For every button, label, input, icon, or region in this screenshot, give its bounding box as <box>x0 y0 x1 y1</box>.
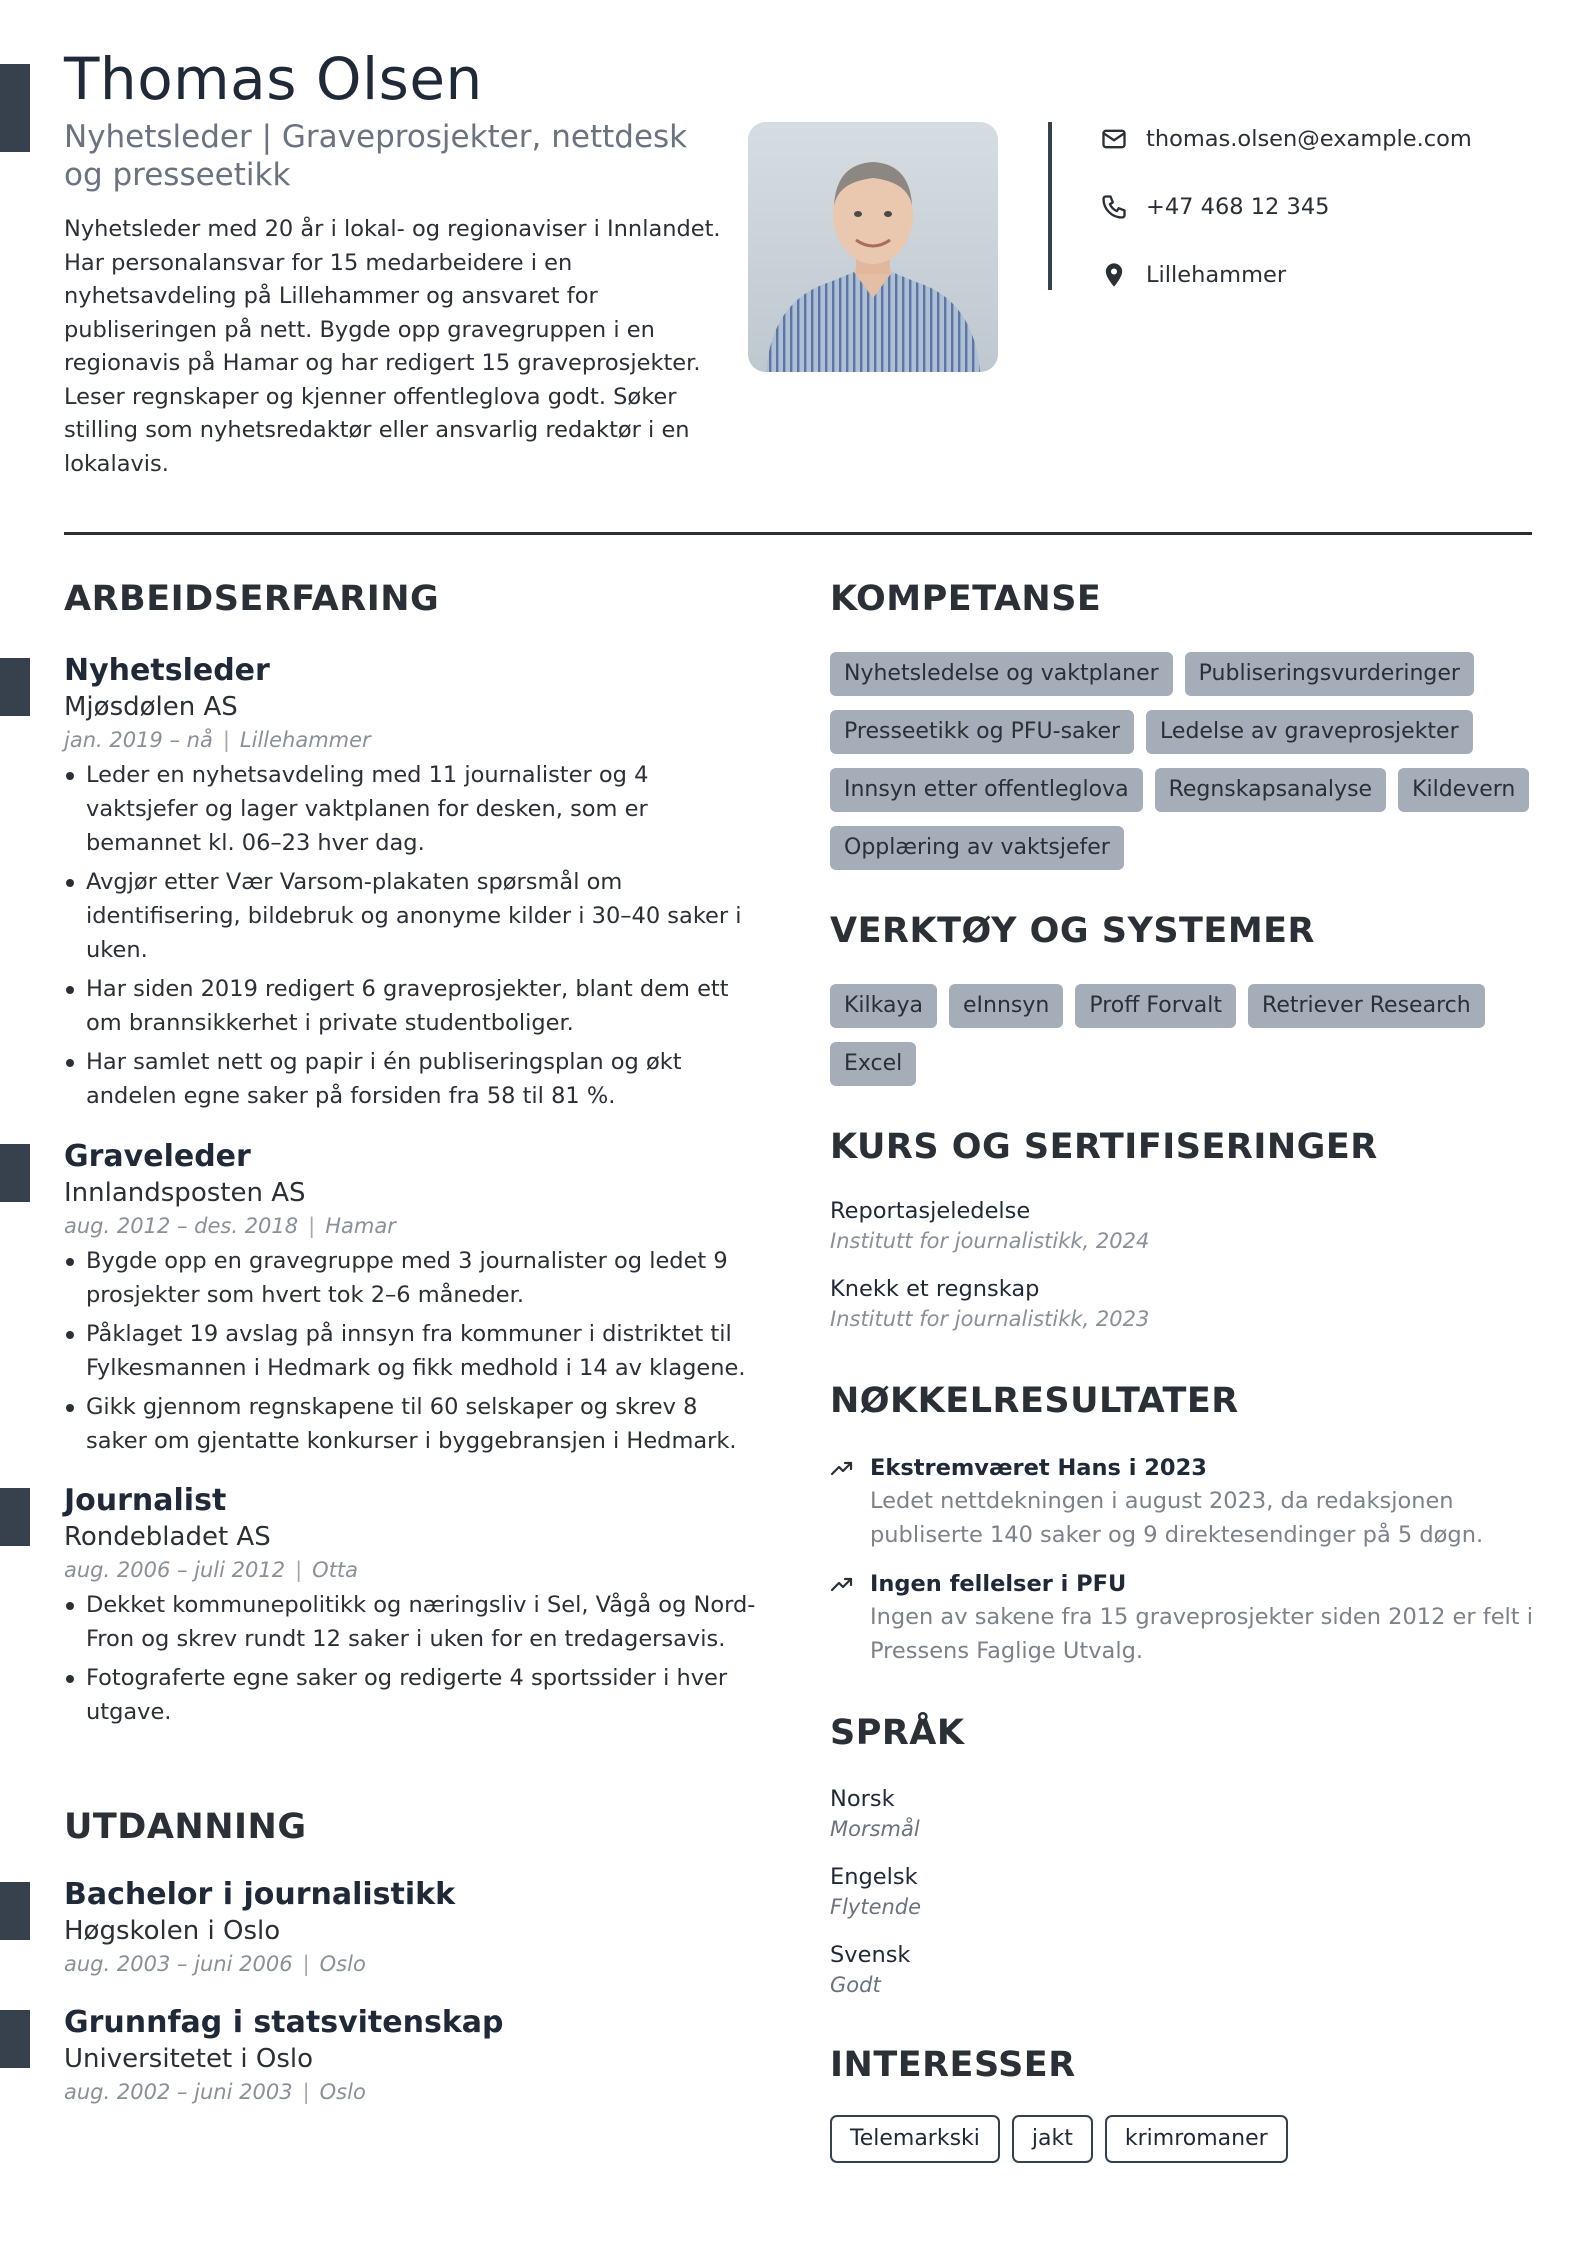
contact-email-text: thomas.olsen@example.com <box>1146 126 1472 152</box>
phone-icon <box>1100 193 1128 221</box>
contact-location <box>1100 258 1286 292</box>
header-accent-bar <box>0 64 30 152</box>
contact-phone-text: +47 468 12 345 <box>1146 194 1330 220</box>
tools-tags <box>830 984 1550 1086</box>
contact-location-text: Lillehammer <box>1146 262 1287 288</box>
job-company: Mjøsdølen AS <box>64 692 238 722</box>
language-name: Engelsk <box>830 1864 918 1890</box>
language-level: Godt <box>830 1973 881 1997</box>
education-school: Universitetet i Oslo <box>64 2044 314 2074</box>
job-bullets <box>64 758 764 1113</box>
job-bullet: Bygde opp en gravegruppe med 3 journalister og ledet 9 prosjekter som hvert tok 2–6 måneder. <box>64 1244 764 1312</box>
skill-tag: Regnskapsanalyse <box>1155 768 1387 812</box>
job-bullets <box>64 1244 764 1458</box>
job-bullets <box>64 1588 764 1729</box>
result-title: Ingen fellelser i PFU <box>870 1571 1127 1597</box>
education-entry <box>64 1876 764 1980</box>
map-pin-icon <box>1100 261 1128 289</box>
tool-tag: Proff Forvalt <box>1075 984 1236 1028</box>
skill-tag: Ledelse av graveprosjekter <box>1146 710 1473 754</box>
job-bullet: Har siden 2019 redigert 6 graveprosjekter, blant dem ett om brannsikkerhet i private studentboliger. <box>64 972 764 1040</box>
education-meta: aug. 2003 – juni 2006 | Oslo <box>64 1952 366 1976</box>
job-title: Nyhetsleder <box>64 653 270 688</box>
skill-tag: Presseetikk og PFU-saker <box>830 710 1134 754</box>
language-name: Svensk <box>830 1942 911 1968</box>
contact-phone[interactable] <box>1100 190 1329 224</box>
job-meta: aug. 2012 – des. 2018 | Hamar <box>64 1214 396 1238</box>
course-entry <box>830 1274 1530 1334</box>
header-divider <box>64 532 1532 535</box>
language-level: Morsmål <box>830 1817 920 1841</box>
profile-summary: Nyhetsleder med 20 år i lokal- og regionaviser i Innlandet. Har personalansvar for 15 medarbeidere i en nyhetsavdeling på Lillehammer og ansvaret for publiseringen på nett. Bygde opp gravegruppen i en regionavis på Hamar og har redigert 15 graveprosjekter. Leser regnskaper og kjenner offentleglova godt. Søker stilling som nyhetsredaktør eller ansvarlig redaktør i en lokalavis. <box>64 216 721 477</box>
result-text: Ingen av sakene fra 15 graveprosjekter siden 2012 er felt i Pressens Faglige Utvalg. <box>870 1604 1534 1664</box>
job-accent-bar <box>0 1488 30 1546</box>
language-name: Norsk <box>830 1786 895 1812</box>
skill-tag: Nyhetsledelse og vaktplaner <box>830 652 1173 696</box>
job-accent-bar <box>0 658 30 716</box>
education-period: aug. 2002 – juni 2003 <box>64 2080 293 2104</box>
skill-tag: Kildevern <box>1398 768 1529 812</box>
course-name: Knekk et regnskap <box>830 1276 1040 1302</box>
profile-photo <box>748 122 998 372</box>
job-meta: aug. 2006 – juli 2012 | Otta <box>64 1558 359 1582</box>
candidate-name: Thomas Olsen <box>64 45 483 113</box>
language-entry <box>830 1862 921 1922</box>
education-degree: Bachelor i journalistikk <box>64 1877 456 1912</box>
education-entry <box>64 2004 764 2108</box>
education-meta: aug. 2002 – juni 2003 | Oslo <box>64 2080 366 2104</box>
job-meta: jan. 2019 – nå | Lillehammer <box>64 728 371 752</box>
interest-tag: krimromaner <box>1105 2115 1288 2163</box>
section-title-languages: SPRÅK <box>830 1713 965 1753</box>
course-entry <box>830 1196 1530 1256</box>
job-location: Otta <box>312 1558 359 1582</box>
language-entry <box>830 1784 920 1844</box>
contact-email[interactable] <box>1100 122 1472 156</box>
section-title-courses: KURS OG SERTIFISERINGER <box>830 1127 1378 1167</box>
job-bullet: Har samlet nett og papir i én publiseringsplan og økt andelen egne saker på forsiden fra 58 til 81 %. <box>64 1045 764 1113</box>
section-title-education: UTDANNING <box>64 1807 307 1847</box>
section-title-experience: ARBEIDSERFARING <box>64 579 440 619</box>
job-company: Rondebladet AS <box>64 1522 271 1552</box>
job-period: jan. 2019 – nå <box>64 728 213 752</box>
section-title-results: NØKKELRESULTATER <box>830 1381 1239 1421</box>
section-title-tools: VERKTØY OG SYSTEMER <box>830 911 1316 951</box>
trending-up-icon <box>830 1572 854 1596</box>
result-entry <box>830 1568 1550 1668</box>
tool-tag: Excel <box>830 1042 916 1086</box>
interests-list <box>830 2115 1288 2163</box>
result-entry <box>830 1452 1550 1552</box>
job-title: Journalist <box>64 1483 227 1518</box>
skills-tags <box>830 652 1550 870</box>
job-bullet: Påklaget 19 avslag på innsyn fra kommuner i distriktet til Fylkesmannen i Hedmark og fikk medhold i 14 av klagene. <box>64 1317 764 1385</box>
job-period: aug. 2006 – juli 2012 <box>64 1558 286 1582</box>
trending-up-icon <box>830 1456 854 1480</box>
job-accent-bar <box>0 1144 30 1202</box>
course-meta: Institutt for journalistikk, 2023 <box>830 1307 1150 1331</box>
candidate-headline: Nyhetsleder | Graveprosjekter, nettdesk og presseetikk <box>64 119 688 193</box>
result-title: Ekstremværet Hans i 2023 <box>870 1455 1207 1481</box>
language-entry <box>830 1940 910 2000</box>
education-accent-bar <box>0 2010 30 2068</box>
job-entry <box>64 1482 764 1734</box>
education-location: Oslo <box>319 1952 366 1976</box>
envelope-icon <box>1100 125 1128 153</box>
job-bullet: Gikk gjennom regnskapene til 60 selskaper og skrev 8 saker om gjentatte konkurser i byggebransjen i Hedmark. <box>64 1390 764 1458</box>
job-bullet: Dekket kommunepolitikk og næringsliv i Sel, Vågå og Nord-Fron og skrev rundt 12 saker i uken for en tredagersavis. <box>64 1588 764 1656</box>
education-degree: Grunnfag i statsvitenskap <box>64 2005 504 2040</box>
skill-tag: Opplæring av vaktsjefer <box>830 826 1124 870</box>
course-name: Reportasjeledelse <box>830 1198 1031 1224</box>
section-title-interests: INTERESSER <box>830 2045 1076 2085</box>
education-location: Oslo <box>319 2080 366 2104</box>
job-entry <box>64 1138 764 1463</box>
job-location: Hamar <box>325 1214 396 1238</box>
job-bullet: Fotograferte egne saker og redigerte 4 sportssider i hver utgave. <box>64 1661 764 1729</box>
skill-tag: Publiseringsvurderinger <box>1185 652 1474 696</box>
course-meta: Institutt for journalistikk, 2024 <box>830 1229 1150 1253</box>
education-period: aug. 2003 – juni 2006 <box>64 1952 293 1976</box>
interest-tag: Telemarkski <box>830 2115 1000 2163</box>
tool-tag: Kilkaya <box>830 984 937 1028</box>
job-entry <box>64 652 764 1118</box>
education-accent-bar <box>0 1882 30 1940</box>
interest-tag: jakt <box>1012 2115 1093 2163</box>
result-text: Ledet nettdekningen i august 2023, da redaksjonen publiserte 140 saker og 9 direktesendinger på 5 døgn. <box>870 1488 1484 1548</box>
tool-tag: eInnsyn <box>949 984 1063 1028</box>
section-title-skills: KOMPETANSE <box>830 579 1102 619</box>
contact-divider <box>1048 122 1052 290</box>
skill-tag: Innsyn etter offentleglova <box>830 768 1143 812</box>
job-company: Innlandsposten AS <box>64 1178 306 1208</box>
education-school: Høgskolen i Oslo <box>64 1916 281 1946</box>
language-level: Flytende <box>830 1895 922 1919</box>
job-title: Graveleder <box>64 1139 251 1174</box>
job-bullet: Avgjør etter Vær Varsom-plakaten spørsmål om identifisering, bildebruk og anonyme kilder i 30–40 saker i uken. <box>64 865 764 967</box>
job-bullet: Leder en nyhetsavdeling med 11 journalister og 4 vaktsjefer og lager vaktplanen for desken, som er bemannet kl. 06–23 hver dag. <box>64 758 764 860</box>
job-period: aug. 2012 – des. 2018 <box>64 1214 299 1238</box>
tool-tag: Retriever Research <box>1248 984 1485 1028</box>
job-location: Lillehammer <box>239 728 371 752</box>
